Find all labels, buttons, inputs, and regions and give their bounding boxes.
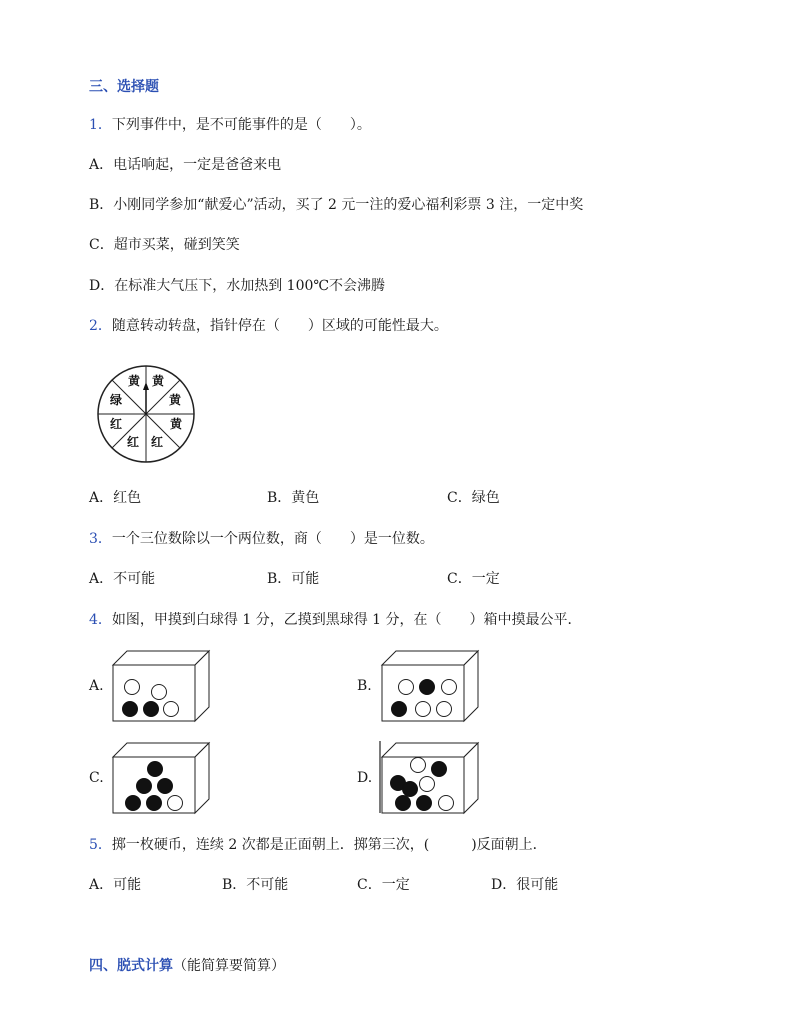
- box-label-c: C.: [89, 770, 104, 786]
- question-1: [89, 116, 371, 134]
- white-ball: [152, 685, 167, 700]
- question-text: 如图，甲摸到白球得 1 分，乙摸到黑球得 1 分，在（ ）箱中摸最公平．: [111, 612, 582, 628]
- q5-option-d: D．很可能: [491, 877, 559, 893]
- box-b: [382, 651, 482, 723]
- q2-option-c: C．绿色: [447, 490, 500, 506]
- black-ball: [392, 702, 407, 717]
- q1-option-b: B．小刚同学参加“献爱心”活动，买了 2 元一注的爱心福利彩票 3 注，一定中奖: [89, 197, 584, 213]
- black-ball: [420, 680, 435, 695]
- q3-option-b: B．可能: [267, 571, 320, 587]
- question-text: 一个三位数除以一个两位数，商（ ）是一位数。: [111, 531, 434, 547]
- box-label-d: D.: [357, 770, 373, 786]
- wheel-label: 黄: [127, 374, 141, 388]
- question-number: 5．: [89, 837, 112, 853]
- q5-option-a: A．可能: [89, 877, 142, 893]
- box-d: [380, 743, 482, 815]
- section-three-title: 三、选择题: [89, 79, 159, 95]
- q1-option-d: D．在标准大气压下，水加热到 100℃不会沸腾: [89, 278, 386, 294]
- white-ball: [437, 702, 452, 717]
- wheel-label: 黄: [169, 417, 183, 431]
- wheel-label: 黄: [151, 374, 165, 388]
- question-text: 随意转动转盘，指针停在（ ）区域的可能性最大。: [111, 318, 448, 334]
- question-4: [89, 611, 582, 629]
- black-ball: [403, 782, 418, 797]
- section-four-title: 四、脱式计算: [89, 958, 173, 974]
- question-2: [89, 317, 448, 335]
- question-5: [89, 836, 547, 854]
- question-number: 1．: [89, 117, 112, 133]
- black-ball: [144, 702, 159, 717]
- wheel-label: 红: [150, 435, 164, 449]
- question-number: 4．: [89, 612, 112, 628]
- black-ball: [147, 796, 162, 811]
- white-ball: [125, 680, 140, 695]
- spinner-wheel: [96, 364, 196, 464]
- wheel-label: 红: [126, 435, 140, 449]
- q3-option-a: A．不可能: [89, 571, 156, 587]
- section-four-note: （能简算要简算）: [173, 958, 285, 974]
- white-ball: [416, 702, 431, 717]
- box-label-a: A.: [89, 678, 104, 694]
- question-number: 3．: [89, 531, 112, 547]
- question-3: [89, 530, 434, 548]
- black-ball: [126, 796, 141, 811]
- question-text: 下列事件中，是不可能事件的是（ ）。: [111, 117, 371, 133]
- section-four-heading: [89, 957, 285, 975]
- q3-option-c: C．一定: [447, 571, 500, 587]
- q2-option-a: A．红色: [89, 490, 142, 506]
- q5-option-c: C．一定: [357, 877, 410, 893]
- box-label-b: B.: [357, 678, 372, 694]
- black-ball: [148, 762, 163, 777]
- white-ball: [399, 680, 414, 695]
- black-ball: [417, 796, 432, 811]
- black-ball: [137, 779, 152, 794]
- question-number: 2．: [89, 318, 112, 334]
- white-ball: [411, 758, 426, 773]
- wheel-label: 黄: [168, 393, 182, 407]
- q2-option-b: B．黄色: [267, 490, 320, 506]
- black-ball: [396, 796, 411, 811]
- black-ball: [123, 702, 138, 717]
- white-ball: [164, 702, 179, 717]
- wheel-label: 红: [109, 417, 123, 431]
- white-ball: [439, 796, 454, 811]
- q1-option-c: C．超市买菜，碰到笑笑: [89, 237, 240, 253]
- box-c: [113, 743, 213, 815]
- white-ball: [442, 680, 457, 695]
- q1-option-a: A．电话响起，一定是爸爸来电: [89, 157, 282, 173]
- white-ball: [168, 796, 183, 811]
- wheel-label: 绿: [109, 393, 123, 407]
- white-ball: [420, 777, 435, 792]
- black-ball: [158, 779, 173, 794]
- question-text: 掷一枚硬币，连续 2 次都是正面朝上．掷第三次，( )反面朝上．: [111, 837, 547, 853]
- box-a: [113, 651, 213, 723]
- black-ball: [432, 762, 447, 777]
- q5-option-b: B．不可能: [222, 877, 289, 893]
